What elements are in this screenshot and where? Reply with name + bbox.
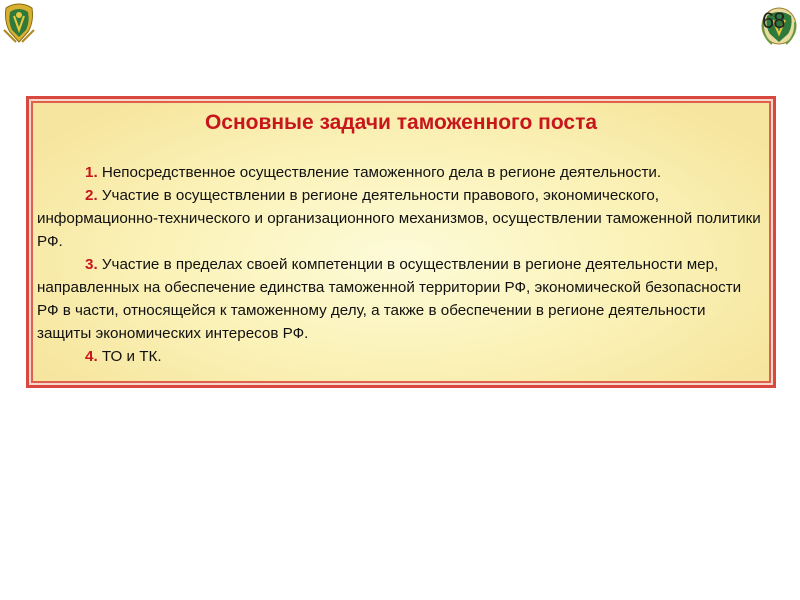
item-text: Участие в осуществлении в регионе деятельности правового, экономического, информационно-технического и организационного механизмов, осуществлении таможенной политики РФ. xyxy=(37,187,761,250)
content-frame xyxy=(26,96,776,388)
list-item xyxy=(37,345,761,368)
list-item xyxy=(37,184,761,253)
item-text: Непосредственное осуществление таможенного дела в регионе деятельности. xyxy=(97,164,662,181)
item-text: Участие в пределах своей компетенции в осуществлении в регионе деятельности мер, направленных на обеспечение единства таможенной территории РФ, экономической безопасности РФ в части, относящейся к таможенному делу, а также в обеспечении в регионе деятельности защиты экономических интересов РФ. xyxy=(37,256,742,342)
list-item xyxy=(37,161,761,184)
item-number: 2. xyxy=(85,187,98,204)
list-item xyxy=(37,253,761,345)
content-panel xyxy=(31,101,771,383)
slide-number: 68 xyxy=(762,8,785,33)
item-number: 4. xyxy=(85,348,98,365)
task-list xyxy=(37,161,761,368)
item-number: 1. xyxy=(85,164,98,181)
slide-title: Основные задачи таможенного поста xyxy=(204,111,598,134)
item-text: ТО и ТК. xyxy=(97,348,162,365)
item-number: 3. xyxy=(85,256,98,273)
customs-emblem-icon xyxy=(2,2,36,46)
